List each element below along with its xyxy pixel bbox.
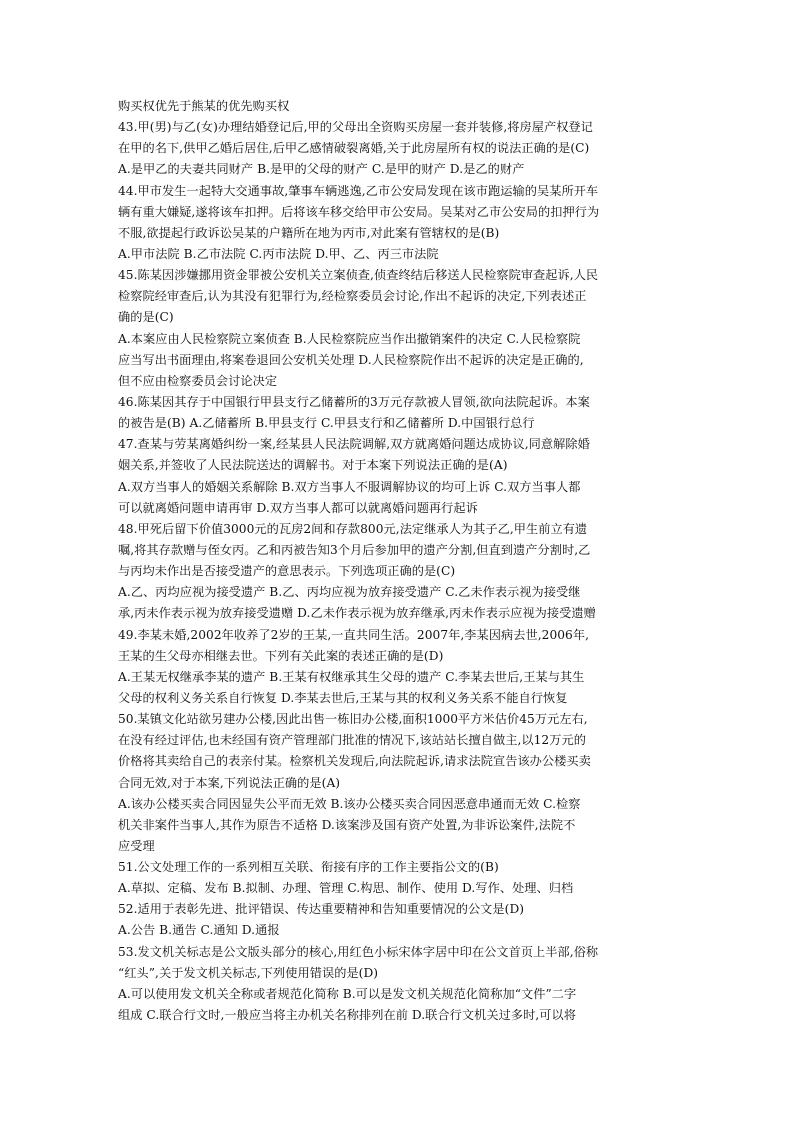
text-line: 47.查某与劳某离婚纠纷一案,经某县人民法院调解,双方就离婚问题达成协议,同意解除婚 — [118, 437, 590, 452]
text-line: 在甲的名下,供甲乙婚后居住,后甲乙感情破裂离婚,关于此房屋所有权的说法正确的是(C) — [118, 141, 590, 156]
text-line: 不服,欲提起行政诉讼吴某的户籍所在地为丙市,对此案有管辖权的是(B) — [118, 225, 500, 240]
text-line: A.该办公楼买卖合同因显失公平而无效 B.该办公楼买卖合同因恶意串通而无效 C.检察 — [118, 796, 581, 811]
text-line: A.是甲乙的夫妻共同财产 B.是甲的父母的财产 C.是甲的财产 D.是乙的财产 — [118, 162, 525, 177]
text-line: A.公告 B.通告 C.通知 D.通报 — [118, 923, 280, 938]
text-line: 48.甲死后留下价值3000元的瓦房2间和存款800元,法定继承人为其子乙,甲生前立有遗 — [118, 521, 588, 536]
text-line: 在没有经过评估,也未经国有资产管理部门批准的情况下,该站站长擅自做主,以12万元的 — [118, 733, 586, 748]
text-line: 姻关系,并签收了人民法院送达的调解书。对于本案下列说法正确的是(A) — [118, 458, 508, 473]
text-line: 父母的权利义务关系自行恢复 D.李某去世后,王某与其的权利义务关系不能自行恢复 — [118, 690, 568, 705]
text-line: 可以就离婚问题申请再审 D.双方当事人都可以就离婚问题再行起诉 — [118, 500, 478, 515]
text-line: 53.发文机关标志是公文版头部分的核心,用红色小标宋体字居中印在公文首页上半部,俗称 — [118, 944, 599, 959]
text-line: A.王某无权继承李某的遗产 B.王某有权继承其生父母的遗产 C.李某去世后,王某与其生 — [118, 669, 585, 684]
text-line: 51.公文处理工作的一系列相互关联、衔接有序的工作主要指公文的(B) — [118, 860, 499, 875]
text-line: A.甲市法院 B.乙市法院 C.丙市法院 D.甲、乙、丙三市法院 — [118, 246, 439, 261]
text-line: 应当写出书面理由,将案卷退回公安机关处理 D.人民检察院作出不起诉的决定是正确的, — [118, 352, 584, 367]
text-line: 46.陈某因其存于中国银行甲县支行乙储蓄所的3万元存款被人冒领,欲向法院起诉。本案 — [118, 394, 590, 409]
text-line: A.双方当事人的婚姻关系解除 B.双方当事人不服调解协议的均可上诉 C.双方当事人都 — [118, 479, 581, 494]
text-line: A.可以使用发文机关全称或者规范化简称 B.可以是发文机关规范化简称加“文件”二字 — [118, 986, 577, 1001]
text-line: 组成 C.联合行文时,一般应当将主办机关名称排列在前 D.联合行文机关过多时,可以将 — [118, 1008, 576, 1023]
text-line: A.本案应由人民检察院立案侦查 B.人民检察院应当作出撤销案件的决定 C.人民检察院 — [118, 331, 581, 346]
text-line: A.乙、丙均应视为接受遗产 B.乙、丙均应视为放弃接受遗产 C.乙未作表示视为接受继 — [118, 585, 581, 600]
text-line: 嘱,将其存款赠与侄女丙。乙和丙被告知3个月后参加甲的遗产分割,但直到遗产分割时,乙 — [118, 542, 591, 557]
text-line: 44.甲市发生一起特大交通事故,肇事车辆逃逸,乙市公安局发现在该市跑运输的吴某所开车 — [118, 183, 599, 198]
text-line: 49.李某未婚,2002年收养了2岁的王某,一直共同生活。2007年,李某因病去世,2006年, — [118, 627, 590, 642]
text-line: 确的是(C) — [118, 310, 174, 325]
text-line: A.草拟、定稿、发布 B.拟制、办理、管理 C.构思、制作、使用 D.写作、处理、归档 — [118, 881, 574, 896]
text-line: 王某的生父母亦相继去世。下列有关此案的表述正确的是(D) — [118, 648, 444, 663]
text-line: 的被告是(B) A.乙储蓄所 B.甲县支行 C.甲县支行和乙储蓄所 D.中国银行总行 — [118, 416, 535, 431]
text-line: 43.甲(男)与乙(女)办理结婚登记后,甲的父母出全资购买房屋一套并装修,将房屋产权登记 — [118, 120, 593, 135]
text-line: 应受理 — [118, 838, 155, 853]
text-line: 45.陈某因涉嫌挪用资金罪被公安机关立案侦查,侦查终结后移送人民检察院审查起诉,人民 — [118, 268, 599, 283]
text-line: 但不应由检察委员会讨论决定 — [118, 373, 278, 388]
text-line: 机关非案件当事人,其作为原告不适格 D.该案涉及国有资产处置,为非诉讼案件,法院不 — [118, 817, 576, 832]
document-page — [118, 96, 678, 1026]
text-line: “红头”,关于发文机关标志,下列使用错误的是(D) — [118, 965, 379, 980]
text-line: 承,丙未作表示视为放弃接受遗赠 D.乙未作表示视为放弃继承,丙未作表示应视为接受遗赠 — [118, 606, 596, 621]
text-line: 合同无效,对于本案,下列说法正确的是(A) — [118, 775, 341, 790]
text-line: 检察院经审查后,认为其没有犯罪行为,经检察委员会讨论,作出不起诉的决定,下列表述正 — [118, 289, 587, 304]
text-line: 52.适用于表彰先进、批评错误、传达重要精神和告知重要情况的公文是(D) — [118, 902, 525, 917]
text-line: 50.某镇文化站欲另建办公楼,因此出售一栋旧办公楼,面积1000平方米估价45万元左右, — [118, 712, 588, 727]
text-line: 辆有重大嫌疑,遂将该车扣押。后将该车移交给甲市公安局。吴某对乙市公安局的扣押行为 — [118, 204, 600, 219]
text-line: 购买权优先于熊某的优先购买权 — [118, 99, 290, 113]
text-line: 与丙均未作出是否接受遗产的意思表示。下列选项正确的是(C) — [118, 564, 456, 579]
text-line: 价格将其卖给自己的表亲付某。检察机关发现后,向法院起诉,请求法院宣告该办公楼买卖 — [118, 754, 591, 769]
